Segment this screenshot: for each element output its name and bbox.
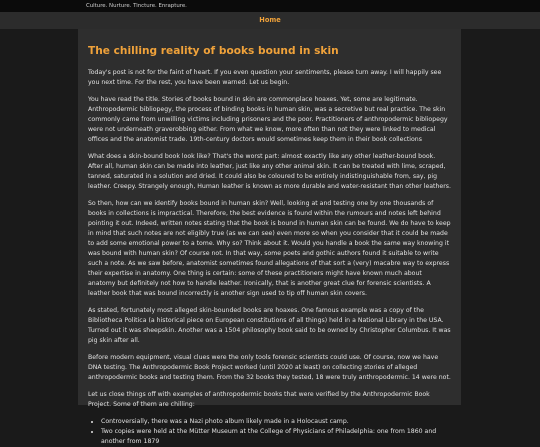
nav-home-link[interactable]: Home (259, 16, 281, 24)
post-paragraph: Today's post is not for the faint of heart. If you even question your sentiments, please turn away. I will happily see you next time. For the rest, you have been warned. Let us begin. (88, 69, 442, 86)
article-content (78, 29, 461, 445)
post-paragraph: You have read the title. Stories of books bound in skin are commonplace hoaxes. Yet, some are legitimate. Anthropodermic bibliopegy, the process of binding books in human skin, was a secretive but real practice. The skin commonly came from unwilling victims including prisoners and the poor. Practitioners of anthropodermic bibliopegy were not underneath graverobbing either. From what we know, more often than not they were linked to medical offices and the anatomist trade. 19th-century doctors would sometimes keep them in their book collections (88, 96, 448, 143)
post-paragraph: Before modern equipment, visual clues were the only tools forensic scientists could use. Of course, now we have DNA testing. The Anthropodermic Book Project worked (until 2020 at least) on collecting stories of alleged anthropodermic books and testing them. From the 32 books they tested, 18 were truly anthropodermic. 14 were not. (88, 354, 451, 381)
site-tagline-bar (0, 0, 540, 12)
main-navigation (0, 12, 540, 29)
examples-list (88, 417, 451, 447)
post-paragraph: What does a skin-bound book look like? That's the worst part: almost exactly like any other leather-bound book. After all, human skin can be made into leather, just like any other animal skin. It can be treated with lime, scraped, tanned, saturated in a solution and dried. It could also be coloured to be entirely indistinguishable from, say, pig leather. Creepy. Strangely enough, Human leather is known as more durable and water-resistant than other leathers. (88, 153, 451, 190)
post-paragraph: As stated, fortunately most alleged skin-bounded books are hoaxes. One famous example was a copy of the Bibliotheca Politica (a historical piece on European constitutions of all things) held in a National Library in the USA. Turned out it was sheepskin. Another was a 1504 philosophy book said to be owned by Christopher Columbus. It was pig skin after all. (88, 307, 451, 344)
list-item: • Two copies were held at the Mütter Museum at the College of Physicians of Philadelphia: one from 1860 and another from 1879 (101, 427, 451, 447)
site-tagline: Culture. Nurture. Tincture. Enrapture. (86, 3, 187, 9)
list-item: • Controversially, there was a Nazi photo album likely made in a Holocaust camp. (101, 417, 451, 427)
post-paragraph: Let us close things off with examples of anthropodermic books that were verified by the Anthropodermic Book Project. Some of them are chilling: (88, 391, 430, 408)
post-title: The chilling reality of books bound in skin (88, 45, 339, 57)
post-paragraph: So then, how can we identify books bound in human skin? Well, looking at and testing one by one thousands of books in collections is impractical. Therefore, the best evidence is found within the rumours and notes left behind pointing it out. Indeed, written notes stating that the book is bound in human skin can be found. We do have to keep in mind that such notes are not eligibly true (as we can see) even more so when you consider that it could be made to add some emotional power to a tome. Why so? Think about it. Would you handle a book the same way knowing it was bound with human skin? Of course not. In that way, some poets and gothic authors found it suitable to write such a note. As we saw before, anatomist sometimes found allegations of that sort a (very) macabre way to express their expertise in anatomy. One thing is certain: some of these practitioners might have known much about anatomy but definitely not how to handle leather. Ironically, that is another great clue for forensic scientists. A leather book that was bound incorrectly is another sign used to tip off human skin covers. (88, 200, 451, 297)
